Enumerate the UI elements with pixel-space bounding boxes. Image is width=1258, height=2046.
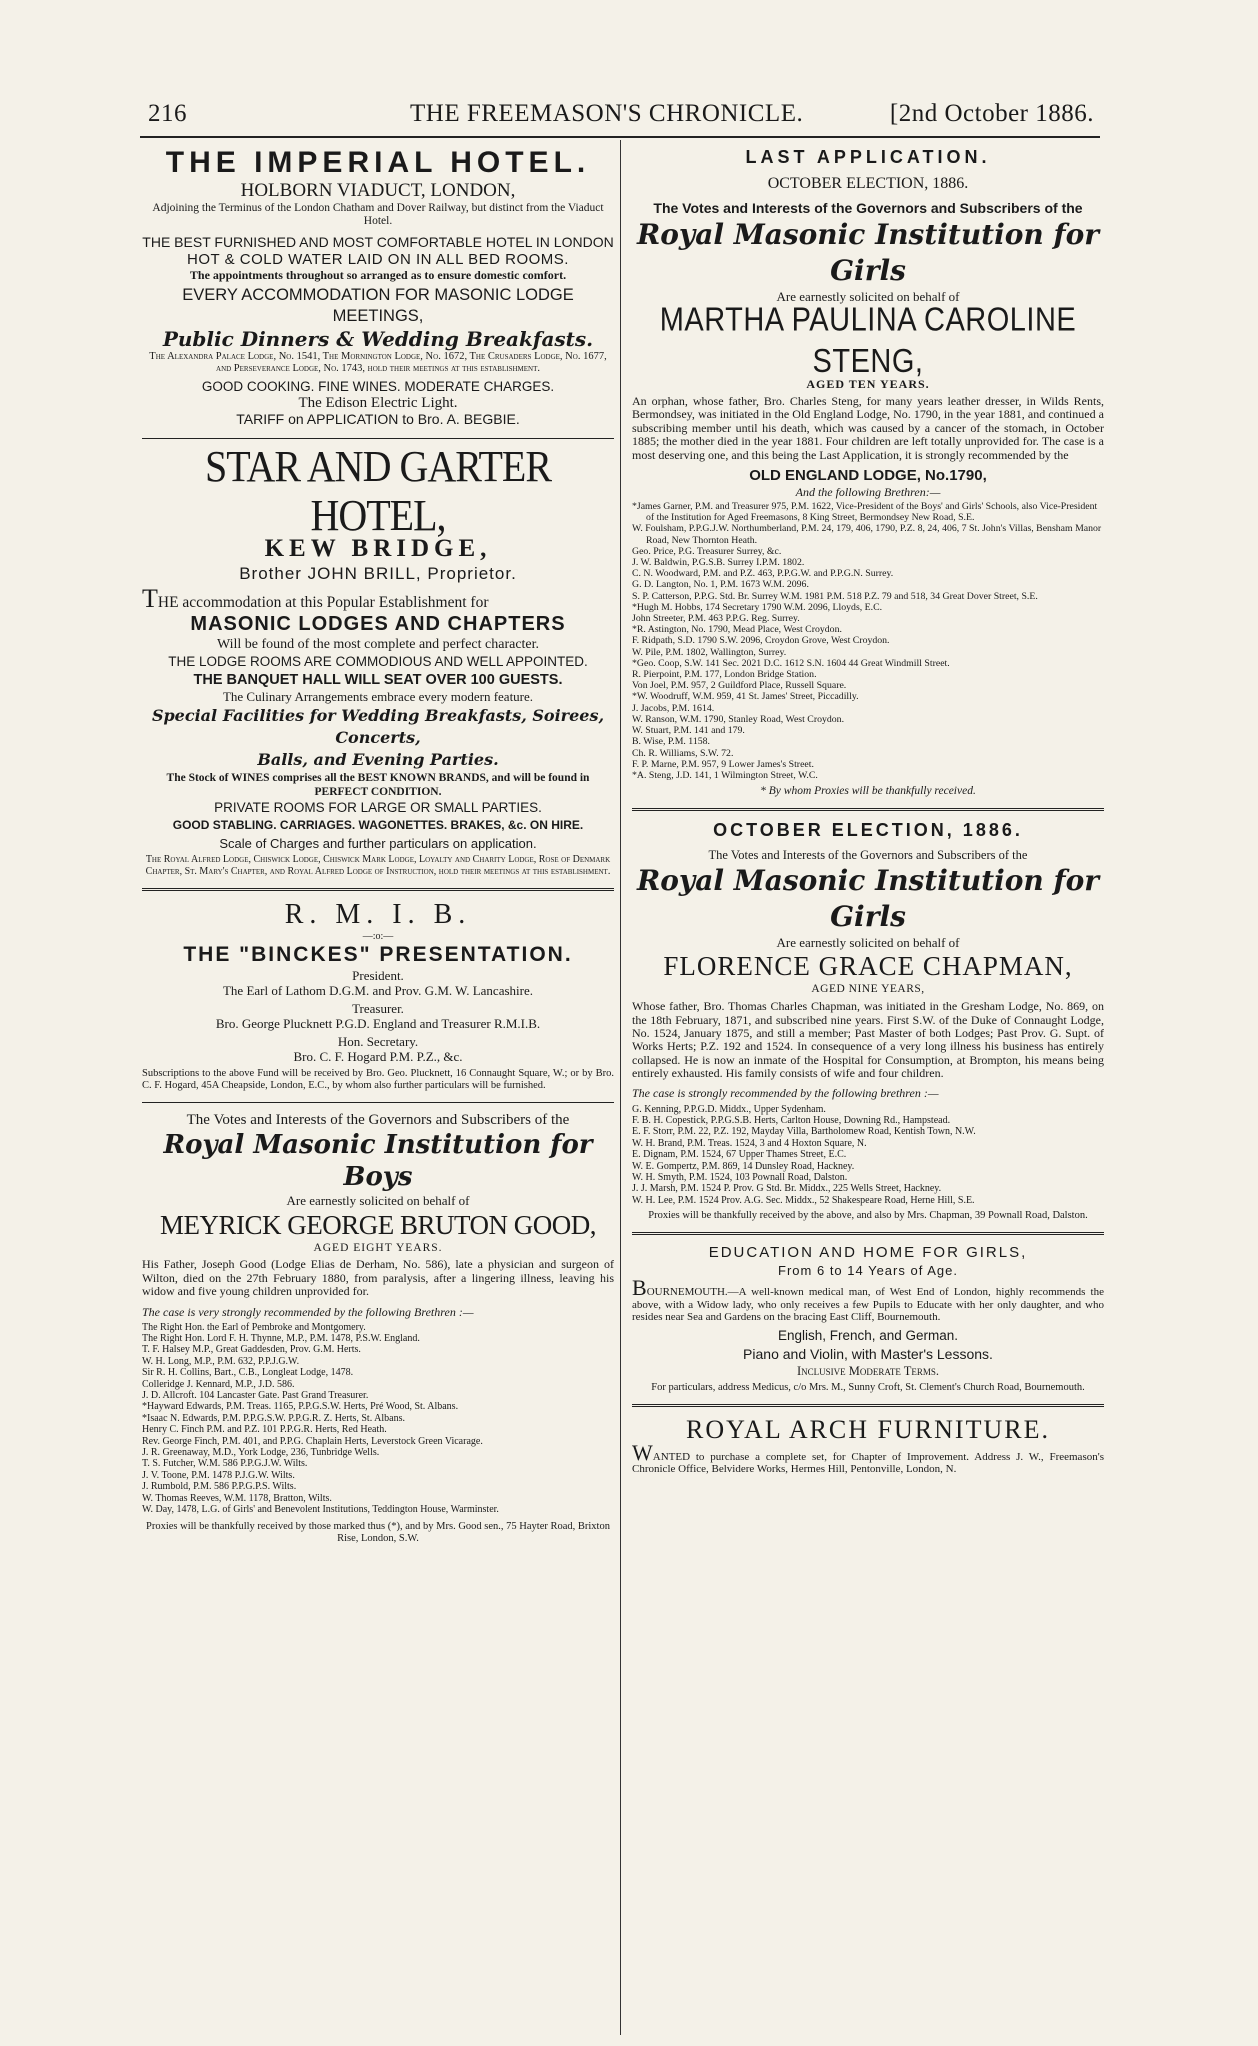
- list-item: W. Thomas Reeves, W.M. 1178, Bratton, Wilts.: [142, 1492, 332, 1504]
- list-item: *A. Steng, J.D. 141, 1 Wilmington Street, W.C.: [632, 769, 818, 781]
- education-title: EDUCATION AND HOME FOR GIRLS,: [708, 1244, 1028, 1262]
- steng-solicited: Are earnestly solicited on behalf of: [776, 289, 960, 304]
- list-item: J. V. Toone, P.M. 1478 P.J.G.W. Wilts.: [142, 1469, 295, 1481]
- list-item: W. E. Gompertz, P.M. 869, 14 Dunsley Road, Hackney.: [632, 1160, 855, 1172]
- list-item: J. J. Marsh, P.M. 1524 P. Prov. G Std. Br. Middx., 225 Wells Street, Hackney.: [632, 1183, 942, 1195]
- public-dinners: Public Dinners & Wedding Breakfasts.: [162, 327, 594, 351]
- right-column: [632, 146, 1104, 1476]
- cooking-charges: GOOD COOKING. FINE WINES. MODERATE CHARGES.: [201, 379, 555, 394]
- chapman-recommended: The case is strongly recommended by the following brethren :—: [632, 1085, 939, 1100]
- list-item: F. B. H. Copestick, P.P.G.S.B. Herts, Carlton House, Downing Rd., Hampstead.: [632, 1114, 951, 1126]
- binckes-presentation: THE "BINCKES" PRESENTATION.: [183, 943, 573, 966]
- banquet-hall: THE BANQUET HALL WILL SEAT OVER 100 GUESTS.: [193, 672, 563, 688]
- boys-story: His Father, Joseph Good (Lodge Elias de Derham, No. 586), late a physician and surgeon of Wilton, died on the 27th February 1880, from paralysis, after a lingering illness, leaving his widow and five young children unprovided for.: [142, 1257, 614, 1298]
- tariff: TARIFF on APPLICATION to Bro. A. BEGBIE.: [236, 411, 520, 427]
- page-number: 216: [148, 100, 187, 127]
- steng-intro: The Votes and Interests of the Governors and Subscribers of the: [653, 200, 1083, 216]
- lodge-rooms: THE LODGE ROOMS ARE COMMODIOUS AND WELL APPOINTED.: [168, 654, 588, 669]
- special-facilities: Special Facilities for Wedding Breakfasts, Soirees, Concerts,: [151, 706, 605, 747]
- meeting-lodges: The Alexandra Palace Lodge, No. 1541, The Mornington Lodge, No. 1672, The Crusaders Lodge, No. 1677, and Perseverance Lodge, No. 1743, hold their meetings at this establishment.: [149, 351, 607, 374]
- last-application-title: LAST APPLICATION.: [745, 147, 991, 167]
- list-item: The Right Hon. Lord F. H. Thynne, M.P., P.M. 1478, P.S.W. England.: [142, 1332, 420, 1344]
- list-item: F. Ridpath, S.D. 1790 S.W. 2096, Croydon Grove, West Croydon.: [632, 635, 890, 647]
- boys-institution-appeal: [142, 1111, 614, 1545]
- boys-proxies: Proxies will be thankfully received by those marked thus (*), and by Mrs. Good sen., 75 Hayter Road, Brixton Rise, London, S.W.: [146, 1521, 610, 1545]
- education-ad: [632, 1243, 1104, 1394]
- list-item: W. H. Long, M.P., P.M. 632, P.P.J.G.W.: [142, 1355, 300, 1367]
- steng-institution: Royal Masonic Institution for Girls: [636, 218, 1099, 287]
- list-item: G. Kenning, P.P.G.D. Middx., Upper Sydenham.: [632, 1103, 826, 1115]
- secretary-label: Hon. Secretary.: [337, 1034, 419, 1049]
- list-item: *R. Astington, No. 1790, Mead Place, West Croydon.: [632, 624, 842, 636]
- education-particulars: For particulars, address Medicus, c/o Mrs. M., Sunny Croft, St. Clement's Church Road, Bournemouth.: [651, 1381, 1085, 1393]
- list-item: J. D. Allcroft. 104 Lancaster Gate. Past Grand Treasurer.: [142, 1389, 369, 1401]
- list-item: E. F. Storr, P.M. 22, P.Z. 192, Mayday Villa, Bartholomew Road, Kentish Town, N.W.: [632, 1126, 976, 1138]
- steng-election: OCTOBER ELECTION, 1886.: [767, 175, 969, 192]
- list-item: F. P. Marne, P.M. 957, 9 Lower James's Street.: [632, 758, 814, 770]
- list-item: *Geo. Coop, S.W. 141 Sec. 2021 D.C. 1612 S.N. 1604 44 Great Windmill Street.: [632, 657, 950, 669]
- royal-arch-text: ANTED to purchase a complete set, for Chapter of Improvement. Address J. W., Freemason's Chronicle Office, Belvidere Works, Hermes Hill, Pentonville, London, N.: [632, 1450, 1104, 1476]
- moderate-terms: Inclusive Moderate Terms.: [796, 1363, 940, 1378]
- list-item: John Streeter, P.M. 463 P.P.G. Reg. Surrey.: [632, 613, 800, 625]
- intro-text: HE accommodation at this Popular Establishment for: [157, 594, 489, 611]
- president: The Earl of Lathom D.G.M. and Prov. G.M. W. Lancashire.: [222, 983, 533, 998]
- drop-cap: W: [632, 1439, 653, 1465]
- president-label: President.: [352, 968, 404, 983]
- left-column: [142, 146, 614, 1545]
- list-item: C. N. Woodward, P.M. and P.Z. 463, P.P.G.W. and P.P.G.N. Surrey.: [632, 568, 894, 580]
- list-item: W. Pile, P.M. 1802, Wallington, Surrey.: [632, 646, 787, 658]
- intro-line: [142, 584, 614, 613]
- chapman-election: OCTOBER ELECTION, 1886.: [713, 820, 1023, 841]
- steng-story: An orphan, whose father, Bro. Charles Steng, for many years leather dresser, in Wilds Rents, Bermondsey, was initiated in the Old England Lodge, No. 1790, in the year 1881, and continued a subscribing member until his death, which was caused by a cancer of the stomach, in October 1885; the mother died in the year 1881. Four children are left totally unprovided for. The case is a most deserving one, and this being the Last Application, it is strongly recommended by the: [632, 394, 1104, 462]
- page-header: [140, 100, 1100, 138]
- chapman-candidate: FLORENCE GRACE CHAPMAN,: [663, 951, 1073, 982]
- royal-arch-title: ROYAL ARCH FURNITURE.: [686, 1414, 1050, 1444]
- balls-parties: Balls, and Evening Parties.: [257, 750, 499, 769]
- list-item: W. H. Lee, P.M. 1524 Prov. A.G. Sec. Middx., 52 Shakespeare Road, Herne Hill, S.E.: [632, 1194, 975, 1206]
- star-garter-meetings: The Royal Alfred Lodge, Chiswick Lodge, Chiswick Mark Lodge, Loyalty and Charity Lodge, Rose of Denmark Chapter, St. Mary's Chapter, and Royal Alfred Lodge of Instruction, hold their meetings at this establishment.: [145, 854, 611, 877]
- rmib-title: R. M. I. B.: [284, 899, 472, 930]
- chapman-age: AGED NINE YEARS,: [811, 983, 925, 996]
- steng-candidate: MARTHA PAULINA CAROLINE STENG,: [659, 301, 1077, 381]
- secretary: Bro. C. F. Hogard P.M. P.Z., &c.: [293, 1049, 463, 1064]
- education-body: [632, 1275, 1104, 1324]
- education-text: OURNEMOUTH.—A well-known medical man, of West End of London, highly recommends the above, with a Widow lady, who only receives a few Pupils to Educate with her only daughter, and who resides near Sea and Gardens on the bracing East Cliff, Bournemouth.: [632, 1286, 1104, 1324]
- list-item: *W. Woodruff, W.M. 959, 41 St. James' Street, Piccadilly.: [632, 691, 859, 703]
- complete-character: Will be found of the most complete and perfect character.: [216, 637, 540, 652]
- list-item: W. H. Smyth, P.M. 1524, 103 Pownall Road, Dalston.: [632, 1171, 848, 1183]
- rmib-divider: —:o:—: [362, 931, 394, 942]
- list-item: Rev. George Finch, P.M. 401, and P.P.G. Chaplain Herts, Leverstock Green Vicarage.: [142, 1435, 483, 1447]
- divider: [142, 1102, 614, 1103]
- list-item: J. W. Baldwin, P.G.S.B. Surrey I.P.M. 1802.: [632, 557, 805, 569]
- imperial-hotel-adjoining: Adjoining the Terminus of the London Chatham and Dover Railway, but distinct from the Viaduct Hotel.: [152, 202, 604, 227]
- treasurer-label: Treasurer.: [352, 1001, 404, 1016]
- issue-date: [2nd October 1886.: [889, 100, 1094, 127]
- list-item: J. R. Greenaway, M.D., York Lodge, 236, Tunbridge Wells.: [142, 1446, 380, 1458]
- proprietor: Brother JOHN BRILL, Proprietor.: [239, 564, 517, 583]
- scale-of-charges: Scale of Charges and further particulars on application.: [219, 836, 537, 851]
- chapman-institution: Royal Masonic Institution for Girls: [636, 864, 1099, 934]
- list-item: J. Rumbold, P.M. 586 P.P.G.P.S. Wilts.: [142, 1481, 297, 1493]
- steng-proxies: * By whom Proxies will be thankfully received.: [760, 785, 976, 798]
- list-item: R. Pierpoint, P.M. 177, London Bridge Station.: [632, 669, 817, 681]
- boys-intro: The Votes and Interests of the Governors and Subscribers of the: [186, 1112, 570, 1128]
- best-furnished: THE BEST FURNISHED AND MOST COMFORTABLE HOTEL IN LONDON: [142, 234, 614, 250]
- education-ages: From 6 to 14 Years of Age.: [778, 1263, 958, 1279]
- list-item: W. H. Brand, P.M. Treas. 1524, 3 and 4 Hoxton Square, N.: [632, 1137, 867, 1149]
- list-item: T. S. Futcher, W.M. 586 P.P.G.J.W. Wilts.: [142, 1458, 308, 1470]
- list-item: W. Stuart, P.M. 141 and 179.: [632, 725, 745, 737]
- list-item: W. Day, 1478, L.G. of Girls' and Benevolent Institutions, Teddington House, Warminster.: [142, 1504, 499, 1515]
- divider: [142, 438, 614, 439]
- boys-candidate: MEYRICK GEORGE BRUTON GOOD,: [159, 1210, 596, 1240]
- list-item: Colleridge J. Kennard, M.P., J.D. 586.: [142, 1378, 295, 1390]
- list-item: B. Wise, P.M. 1158.: [632, 736, 710, 748]
- list-item: Geo. Price, P.G. Treasurer Surrey, &c.: [632, 545, 782, 557]
- appointments: The appointments throughout so arranged as to ensure domestic comfort.: [189, 268, 567, 282]
- list-item: Ch. R. Williams, S.W. 72.: [632, 747, 734, 759]
- lodges-chapters: MASONIC LODGES AND CHAPTERS: [190, 613, 566, 635]
- chapman-solicited: Are earnestly solicited on behalf of: [776, 935, 960, 951]
- list-item: The Right Hon. the Earl of Pembroke and Montgomery.: [142, 1321, 366, 1333]
- divider: [142, 888, 614, 891]
- chapman-appeal: [632, 819, 1104, 1222]
- steng-brethren-list: [632, 501, 1104, 781]
- divider: [632, 1232, 1104, 1235]
- lodge-meetings: EVERY ACCOMMODATION FOR MASONIC LODGE MEETINGS,: [182, 286, 574, 325]
- drop-cap: T: [142, 584, 158, 613]
- chapman-brethren-list: [632, 1104, 1104, 1207]
- rmib-notice: [142, 899, 614, 1092]
- imperial-hotel-location: HOLBORN VIADUCT, LONDON,: [240, 180, 516, 201]
- boys-institution: Royal Masonic Institution for Boys: [163, 1130, 593, 1192]
- treasurer: Bro. George Plucknett P.G.D. England and Treasurer R.M.I.B.: [215, 1016, 541, 1031]
- royal-arch-body: [632, 1439, 1104, 1476]
- imperial-hotel-ad: [142, 146, 614, 428]
- list-item: *Hayward Edwards, P.M. Treas. 1165, P.P.G.S.W. Herts, Pré Wood, St. Albans.: [142, 1401, 459, 1413]
- old-england-lodge: OLD ENGLAND LODGE, No.1790,: [749, 467, 987, 485]
- drop-cap: B: [632, 1275, 647, 1301]
- chapman-intro: The Votes and Interests of the Governors and Subscribers of the: [708, 848, 1028, 863]
- boys-brethren-list: [142, 1322, 614, 1516]
- list-item: *Hugh M. Hobbs, 174 Secretary 1790 W.M. 2096, Lloyds, E.C.: [632, 601, 883, 613]
- list-item: G. D. Langton, No. 1, P.M. 1673 W.M. 2096.: [632, 579, 809, 591]
- list-item: Sir R. H. Collins, Bart., C.B., Longleat Lodge, 1478.: [142, 1367, 354, 1379]
- divider: [632, 808, 1104, 811]
- kew-bridge: KEW BRIDGE,: [264, 535, 492, 562]
- steng-age: AGED TEN YEARS.: [806, 377, 930, 391]
- list-item: Henry C. Finch P.M. and P.Z. 101 P.P.G.R. Herts, Red Heath.: [142, 1424, 387, 1436]
- boys-age: AGED EIGHT YEARS.: [313, 1242, 443, 1254]
- subscriptions: Subscriptions to the above Fund will be received by Bro. Geo. Plucknett, 16 Connaught Square, W.; or by Bro. C. F. Hogard, 45A Cheapside, London, E.C., by whom also further particulars will be furnished.: [142, 1068, 614, 1091]
- imperial-hotel-name: THE IMPERIAL HOTEL.: [165, 146, 591, 179]
- list-item: W. Foulsham, P.P.G.J.W. Northumberland, P.M. 24, 179, 406, 1790, P.Z. 8, 24, 406, 7 St. John's Villas, Bensham Manor Road, New Thornton Heath.: [632, 523, 1102, 546]
- culinary: The Culinary Arrangements embrace every modern feature.: [222, 689, 534, 704]
- chapman-story: Whose father, Bro. Thomas Charles Chapman, was initiated in the Gresham Lodge, No. 869, on the 18th February, 1871, and subscribed nine years. First S.W. of the Duke of Connaught Lodge, No. 1524, January 1875, and still a member; Past Master of both Lodges; Past Prov. G. Supt. of Works Herts; P.Z. 192 and 1524. In consequence of a very long illness his business has entirely collapsed. He is now an inmate of the Hospital for Consumption, at Brompton, his means being entirely exhausted. His family consists of wife and four children.: [632, 999, 1104, 1081]
- steng-following: And the following Brethren:—: [795, 485, 941, 500]
- column-rule: [620, 140, 621, 2035]
- list-item: *Isaac N. Edwards, P.M. P.P.G.S.W. P.P.G.R. Z. Herts, St. Albans.: [142, 1412, 405, 1424]
- list-item: E. Dignam, P.M. 1524, 67 Upper Thames Street, E.C.: [632, 1149, 847, 1161]
- list-item: *James Garner, P.M. and Treasurer 975, P.M. 1622, Vice-President of the Boys' and Girls' Schools, also Vice-President of the Institution for Aged Freemasons, 8 King Street, Bermondsey New Road, S.E.: [632, 501, 1098, 524]
- wine-stock: The Stock of WINES comprises all the BEST KNOWN BRANDS, and will be found in PERFECT CONDITION.: [166, 772, 590, 798]
- stabling: GOOD STABLING. CARRIAGES. WAGONETTES. BRAKES, &c. ON HIRE.: [172, 818, 584, 832]
- list-item: W. Ranson, W.M. 1790, Stanley Road, West Croydon.: [632, 713, 845, 725]
- list-item: S. P. Catterson, P.P.G. Std. Br. Surrey W.M. 1981 P.M. 518 P.Z. 79 and 518, 34 Great Dover Street, S.E.: [632, 590, 1038, 602]
- steng-appeal: [632, 146, 1104, 798]
- chapman-proxies: Proxies will be thankfully received by the above, and also by Mrs. Chapman, 39 Pownall Road, Dalston.: [648, 1210, 1088, 1222]
- divider: [632, 1404, 1104, 1407]
- music-lessons: Piano and Violin, with Master's Lessons.: [743, 1345, 993, 1362]
- private-rooms: PRIVATE ROOMS FOR LARGE OR SMALL PARTIES.: [214, 800, 542, 815]
- list-item: T. F. Halsey M.P., Great Gaddesden, Prov. G.M. Herts.: [142, 1344, 361, 1356]
- languages: English, French, and German.: [777, 1327, 959, 1343]
- edison-light: The Edison Electric Light.: [298, 395, 458, 411]
- royal-arch-ad: [632, 1415, 1104, 1476]
- newspaper-title: THE FREEMASON'S CHRONICLE.: [410, 100, 804, 127]
- boys-solicited: Are earnestly solicited on behalf of: [286, 1193, 470, 1208]
- list-item: Von Joel, P.M. 957, 2 Guildford Place, Russell Square.: [632, 680, 847, 692]
- star-garter-name: STAR AND GARTER HOTEL,: [204, 440, 552, 541]
- boys-recommended: The case is very strongly recommended by the following Brethren :—: [142, 1304, 474, 1319]
- hot-cold-water: HOT & COLD WATER LAID ON IN ALL BED ROOMS.: [187, 251, 569, 268]
- star-garter-ad: [142, 440, 614, 878]
- list-item: J. Jacobs, P.M. 1614.: [632, 702, 715, 714]
